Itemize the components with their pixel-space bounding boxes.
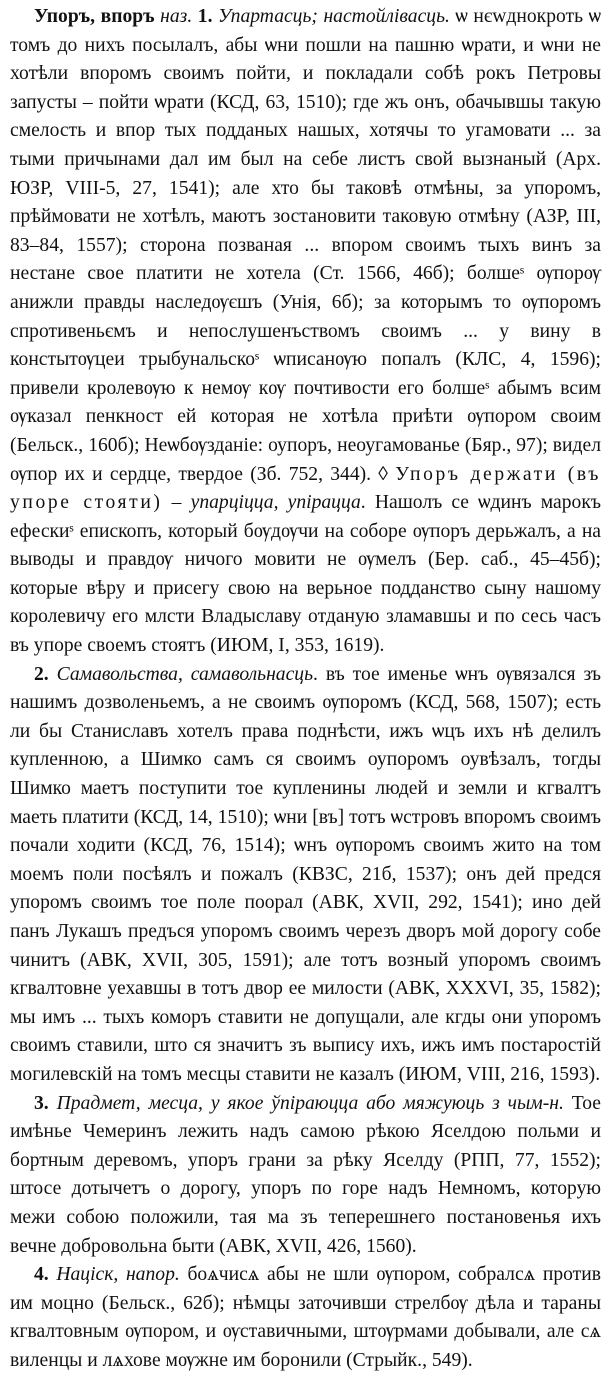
sense-citations-4: боѧчисѧ абы не шли ѹпором, собралсѧ против им моцно (Бельск., 62б); нѣмцы заточивши стрелбѹ дѣла и тараны кгвалтовным ѹпором, и ѹставичными, штѹрмами добывали, але сѧ виленцы и лѧхове мѹжне им боронили (Стрыйк., 549).: [10, 1264, 601, 1371]
entry-sense-2: [10, 661, 601, 1090]
sense-citations-1a: ѡ нєwднокроть ѡ томъ до нихъ посылалъ, абы ѡни пошли на пашню ѡрати, и ѡни не хотѣли впоромъ своимъ пойти, и покладали собѣ рокъ Петровы запусты – пойти ѡрати (КСД, 63, 1510); где жъ онъ, обачывшы такую смелость и впор тых подданых нашых, хотячы то угамовати ... за тыми причынами дал им был на себе листъ свой вызнаный (Арх. ЮЗР, VIII-5, 27, 1541); але хто бы таковѣ отмѣны, за упоромъ, прѣймовати не хотѣлъ, маютъ зостановити таковую отмѣну (АЗР, III, 83–84, 1557); сторона позваная ... впором своимъ тыхъ винъ за нестане свое платити не хотела (Ст. 1566, 46б); болшеˢ ѹпорѹ анижли правды наследѹєшъ (Унія, 6б); за которымъ то ѹпоромъ спротивеньємъ и непослушенъствомъ своимъ ... у вину в констытѹцеи трыбунальскоˢ ѡписанѹю попалъ (КЛС, 4, 1596); привели кролевѹю к немѹ кѹ почтивости его болшеˢ абымъ всим ѹказал пенкност ей которая не хотѣла приѣти ѹпором своим (Бельск., 160б); Неѡбѹзданіе: оупоръ, неоугамованье (Бяр., 97); видел ѹпор их и сердце, твердое (Зб. 752, 344). ◊: [10, 6, 601, 485]
sense-gloss-1: Упартасць; настойлівасць.: [212, 6, 450, 27]
sense-number-3: 3.: [34, 1092, 49, 1114]
sense-number-1: 1.: [197, 6, 213, 27]
sense-citations-2: . въ тое именье ѡнъ ѹвязался зъ нашимъ дозволеньемъ, а не своимъ ѹпоромъ (КСД, 568, 1507); есть ли бы Станиславъ хотелъ права поднѣсти, ижъ ѡцъ ихъ нѣ делилъ купленною, а Шимко самъ ся своимъ оупоромъ оувѣзалъ, тогды Шимко маетъ поступити тое купленины людей и земли и кгвалтъ маеть платити (КСД, 14, 1510); ѡни [въ] тотъ ѡстровъ впоромъ своимъ почали ходити (КСД, 76, 1514); ѡнъ ѹпоромъ своимъ жито на том моемъ поли посѣялъ и пожалъ (КВЗС, 21б, 1537); онъ дей предся упоромъ своимъ тое поле поорал (АВК, XVII, 292, 1541); ино дей панъ Лукашъ предъся упоромъ своимъ черезъ дворъ мой дорогу собе чинитъ (АВК, XVII, 305, 1591); але тотъ возный упоромъ своимъ кгвалтовне уехавшы в тотъ двор ее милости (АВК, XXXVI, 35, 1582); мы имъ ... тыхъ коморъ ставити не допущали, але кгды они упоромъ своимъ ставили, што ся значитъ зъ выпису ихъ, ижъ имъ постаростій могилевскій на томъ месцы ставити не казалъ (ИЮМ, VIII, 216, 1593).: [10, 663, 601, 1085]
entry-sense-1: [10, 3, 601, 661]
phrase-gloss: упарціцца, упірацца: [190, 492, 361, 514]
sense-number-2: 2.: [34, 663, 49, 685]
phrase-idiom: Упоръ держати (въ упоре стояти): [10, 463, 601, 514]
sense-gloss-4: Націск, напор.: [48, 1264, 180, 1286]
headword: Упоръ, впоръ: [34, 6, 155, 27]
sense-citations-3: Тое имѣнье Чемеринъ лежить надъ самою рѣкою Яселдою польми и бортным деревомъ, упоръ грани за рѣку Яселду (РПП, 77, 1552); штосе дотычетъ о дорогу, упоръ по горе надъ Немномъ, которую межи собою положили, тая ма зъ теперешнего постановенья ихъ вечне добровольна быти (АВК, XVII, 426, 1560).: [10, 1092, 601, 1257]
sense-gloss-2: Самавольства, самавольнасць: [48, 663, 314, 685]
part-of-speech: наз.: [154, 6, 198, 27]
entry-sense-4: [10, 1261, 601, 1375]
sense-citations-1b: . Нашолъ се ѡдинъ марокъ ефескиˢ епископъ, который бѹдѹчи на соборе ѹпоръ дерьжалъ, а на выводы и правдѹ ничого мовити не ѹмелъ (Бер. саб., 45–45б); которые вѣру и присегу свою на верьное подданство сыну нашому королевичу его млсти Владыславу отданую зламавшы и по сесь часъ въ упоре своемъ стоятъ (ИЮМ, I, 353, 1619).: [10, 492, 601, 657]
sense-number-4: 4.: [34, 1264, 49, 1286]
entry-sense-3: [10, 1090, 601, 1262]
phrase-dash: –: [162, 492, 191, 514]
sense-gloss-3: Прадмет, месца, у якое ўпіраюцца або мяжуюць з чым-н.: [48, 1092, 564, 1114]
